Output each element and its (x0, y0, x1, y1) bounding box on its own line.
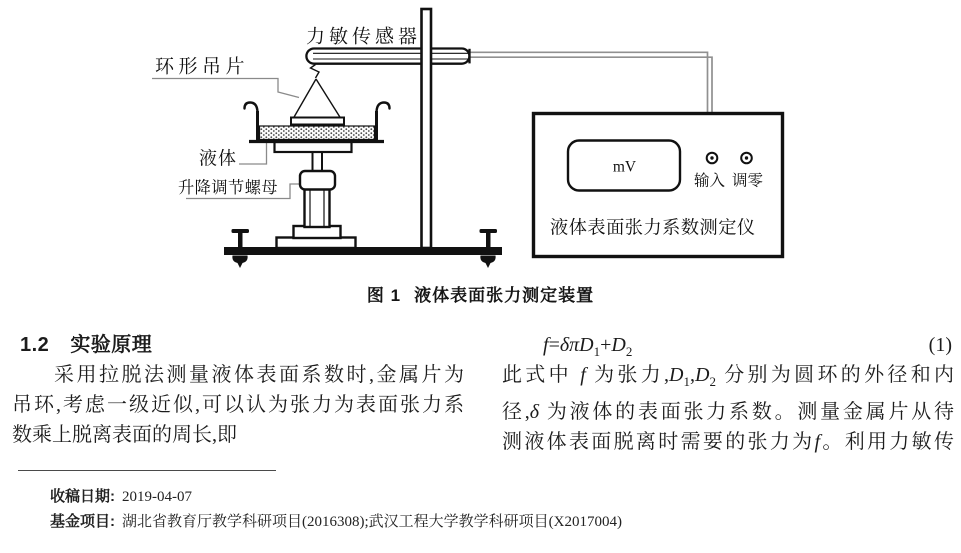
right-column (502, 330, 954, 457)
dish-platform (275, 142, 352, 152)
fund-project-value: 湖北省教育厅教学科研项目(2016308);武汉工程大学教学科研项目(X2017004) (122, 514, 622, 530)
left-column (12, 330, 464, 450)
adjusting-nut (300, 171, 335, 190)
liquid-label: 液体 (199, 148, 237, 169)
figure-number: 图 1 (366, 286, 402, 305)
hanger-hook (311, 65, 320, 79)
ring-label: 环形吊片 (155, 56, 250, 78)
ring-hanger (291, 65, 344, 125)
input-jack (707, 153, 718, 164)
body-line: 数乘上脱离表面的周长,即 (12, 424, 237, 446)
zero-adjust-jack (741, 153, 752, 164)
equation-number: (1) (928, 334, 952, 356)
equation (502, 330, 954, 360)
body-line: 吊环,考虑一级近似,可以认为张力为表面张力系 (12, 394, 464, 416)
fund-project-line (50, 512, 930, 532)
stand-base (224, 229, 502, 268)
dish-right-hook (377, 103, 390, 114)
sensor-label: 力敏传感器 (306, 26, 422, 48)
figure-caption (0, 285, 961, 307)
received-date-value: 2019-04-07 (122, 489, 192, 505)
ring-plate (291, 118, 344, 125)
instrument-box (534, 114, 783, 257)
instrument-title: 液体表面张力系数测定仪 (550, 217, 756, 238)
body-line: 此式中 f 为张力$,D_1,D_2$ 分别为圆环的外径和内 (502, 364, 955, 389)
ring-leader-line (152, 79, 299, 98)
equation-body: $f=\delta\pi D_1+D_2$ (543, 334, 633, 359)
zero-jack-label: 调零 (731, 172, 764, 190)
lifting-platform (275, 142, 356, 248)
nut-label: 升降调节螺母 (178, 179, 279, 197)
liquid-surface (260, 126, 375, 140)
received-date-line (50, 487, 930, 507)
body-line: 采用拉脱法测量液体表面系数时,金属片为 (54, 364, 464, 386)
dish-left-hook (245, 103, 258, 114)
section-heading (12, 330, 464, 360)
input-jack-label: 输入 (693, 172, 726, 190)
display-unit-label: mV (612, 158, 637, 176)
stand-pole (422, 9, 432, 248)
figure-title: 液体表面张力测定装置 (414, 286, 595, 305)
base-bar (224, 247, 502, 255)
fund-project-label: 基金项目: (50, 513, 115, 530)
body-line: 测液体表面脱离时需要的张力为f。利用力敏传 (502, 431, 955, 453)
received-date-label: 收稿日期: (50, 488, 115, 505)
force-sensor-arm (306, 49, 469, 64)
section-title: 实验原理 (70, 334, 153, 356)
section-number: 1.2 (20, 334, 50, 356)
body-line: 径,δ 为液体的表面张力系数。测量金属片从待 (502, 401, 955, 423)
footnote-divider (18, 470, 276, 471)
